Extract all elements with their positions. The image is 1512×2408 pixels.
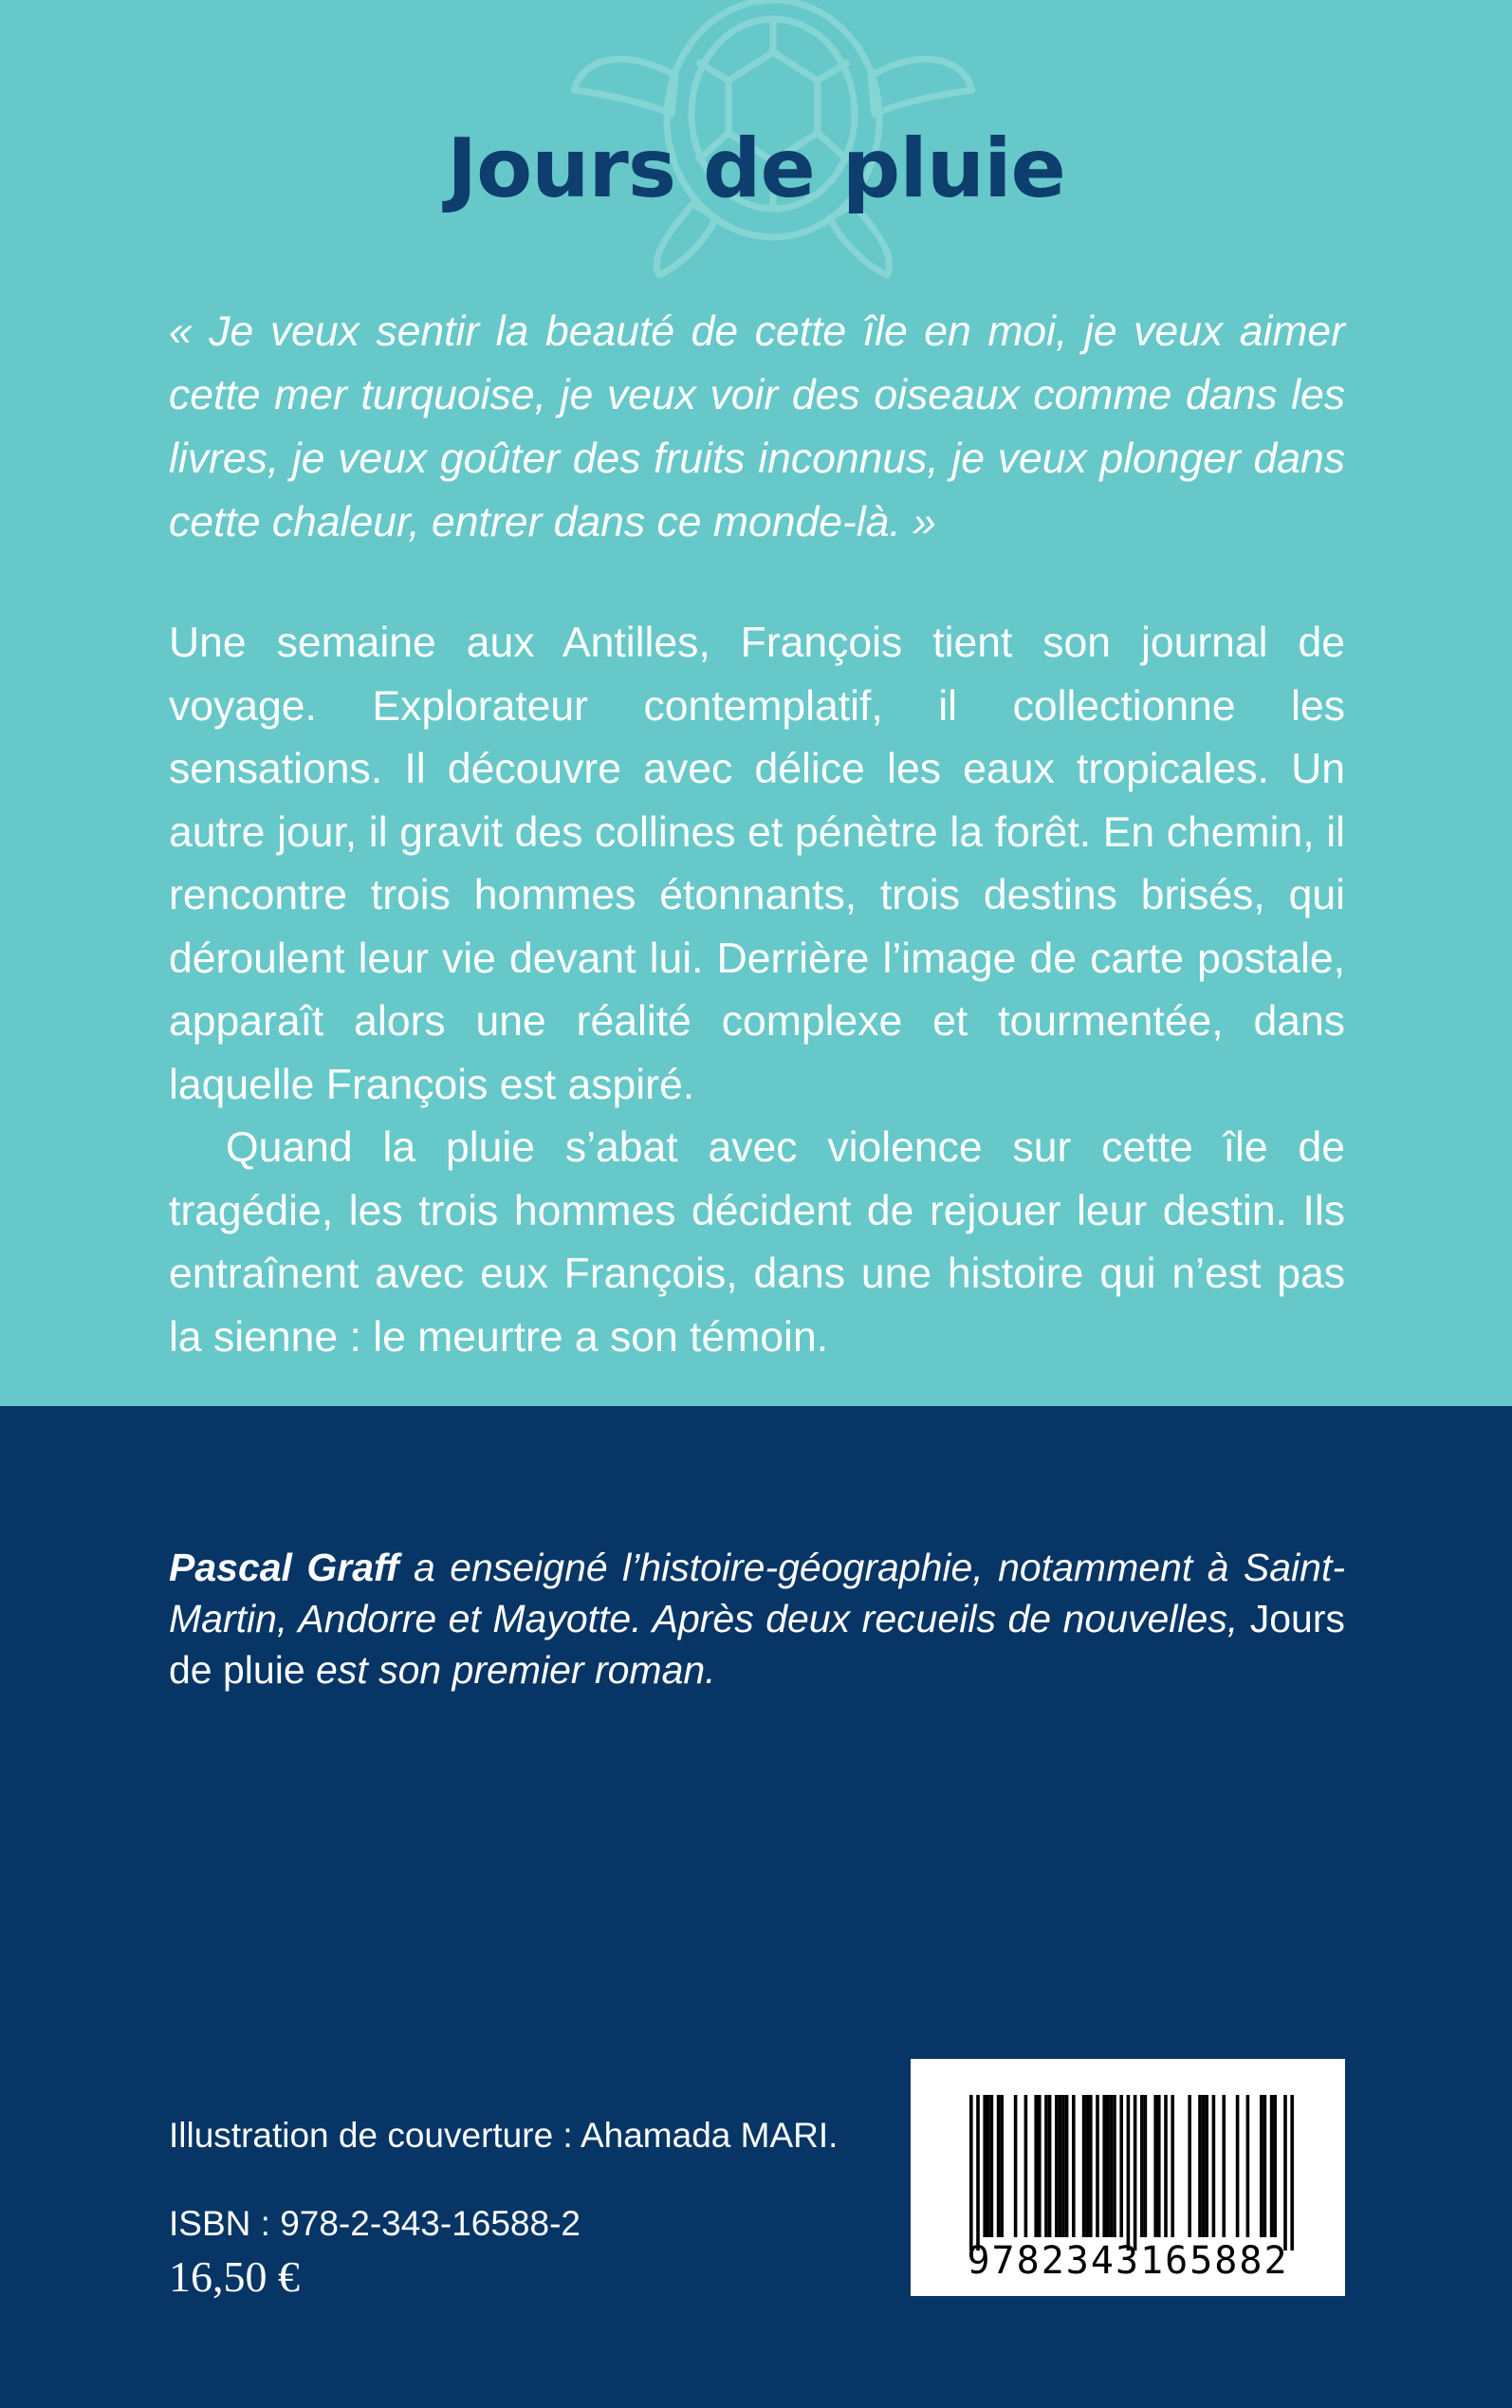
barcode-bar (1273, 2095, 1277, 2237)
barcode-digits: 9782343165882 (967, 2239, 1289, 2283)
barcode-bar (1038, 2095, 1042, 2237)
barcode-bar (1205, 2095, 1208, 2237)
barcode-bar (1072, 2095, 1076, 2237)
author-bio-book-title: Jours de pluie (169, 1597, 1345, 1692)
synopsis-paragraph-2: Quand la pluie s’abat avec violence sur cette île de tragédie, les trois hommes décident de rejouer leur destin. Ils entraînent avec eux François, dans une histoire qui n’est pas la sienne : le meurtre a son témoin. (169, 1124, 1345, 1361)
barcode-bar (1089, 2095, 1093, 2237)
synopsis (169, 612, 1345, 1369)
barcode-bar (1198, 2095, 1202, 2237)
barcode-bar (1212, 2095, 1216, 2237)
barcode-bar (1102, 2095, 1106, 2237)
barcode-bar (1113, 2095, 1116, 2237)
illustration-credit: Illustration de couverture : Ahamada MARI. (169, 2116, 839, 2155)
barcode-bar (1110, 2095, 1114, 2237)
barcode-bar (1157, 2095, 1161, 2237)
barcode-bar (1034, 2095, 1038, 2237)
barcode-bar (1082, 2095, 1086, 2237)
barcode-bar (1290, 2095, 1294, 2251)
barcode-bar (1061, 2095, 1065, 2237)
author-bio (169, 1542, 1345, 1695)
barcode-bar (1188, 2095, 1191, 2237)
synopsis-paragraph-1: Une semaine aux Antilles, François tient son journal de voyage. Explorateur contemplatif, il collectionne les sensations. Il découvre avec délice les eaux tropicales. Un autre jour, il gravit des collines et pénètre la forêt. En chemin, il rencontre trois hommes étonnants, trois destins brisés, qui déroulent leur vie devant lui. Derrière l’image de carte postale, apparaît alors une réalité complexe et tourmentée, dans laquelle François est aspiré. (169, 620, 1345, 1108)
barcode-bar (1065, 2095, 1069, 2237)
barcode-bar (1260, 2095, 1263, 2237)
barcode-bar (1127, 2095, 1131, 2251)
barcode-bar (1164, 2095, 1168, 2237)
barcode-bar (1134, 2095, 1137, 2251)
barcode-bar (976, 2095, 980, 2251)
price: 16,50 € (169, 2252, 300, 2301)
barcode-bar (986, 2095, 990, 2237)
barcode (911, 2059, 1345, 2296)
barcode-bar (1283, 2095, 1287, 2251)
isbn: ISBN : 978-2-343-16588-2 (169, 2204, 581, 2243)
barcode-bar (1044, 2095, 1048, 2237)
barcode-bar (1270, 2095, 1274, 2237)
barcode-bar (1263, 2095, 1267, 2237)
barcode-bar (969, 2095, 973, 2251)
barcode-bar (1055, 2095, 1059, 2237)
barcode-bar (1106, 2095, 1110, 2237)
barcode-bar (1153, 2095, 1157, 2237)
barcode-bar (1000, 2095, 1004, 2237)
barcode-bar (1236, 2095, 1240, 2237)
barcode-bar (1246, 2095, 1250, 2237)
barcode-bar (1024, 2095, 1028, 2237)
author-name: Pascal Graff (169, 1546, 399, 1589)
author-bio-text-1: a enseigné l’histoire-géographie, notamment à Saint-Martin, Andorre et Mayotte. Après deux recueils de nouvelles, (169, 1546, 1345, 1640)
book-title: Jours de pluie (447, 121, 1065, 216)
barcode-bar (1119, 2095, 1123, 2237)
barcode-bar (1048, 2095, 1052, 2237)
barcode-bar (990, 2095, 994, 2237)
barcode-bar (1202, 2095, 1206, 2237)
barcode-bar (997, 2095, 1001, 2237)
barcode-bar (983, 2095, 986, 2237)
barcode-bar (1140, 2095, 1144, 2237)
barcode-bar (1059, 2095, 1062, 2237)
barcode-bar (1144, 2095, 1148, 2237)
author-bio-text-2: est son premier roman. (304, 1648, 716, 1692)
barcode-bar (1222, 2095, 1226, 2237)
barcode-bar (1096, 2095, 1099, 2237)
barcode-bar (1014, 2095, 1018, 2237)
barcode-bar (1085, 2095, 1089, 2237)
barcode-bar (1171, 2095, 1174, 2237)
epigraph-quote: « Je veux sentir la beauté de cette île en moi, je veux aimer cette mer turquoise, je veux voir des oiseaux comme dans les livres, je veux goûter des fruits inconnus, je veux plonger dans cette chaleur, entrer dans ce monde-là. » (169, 308, 1345, 546)
